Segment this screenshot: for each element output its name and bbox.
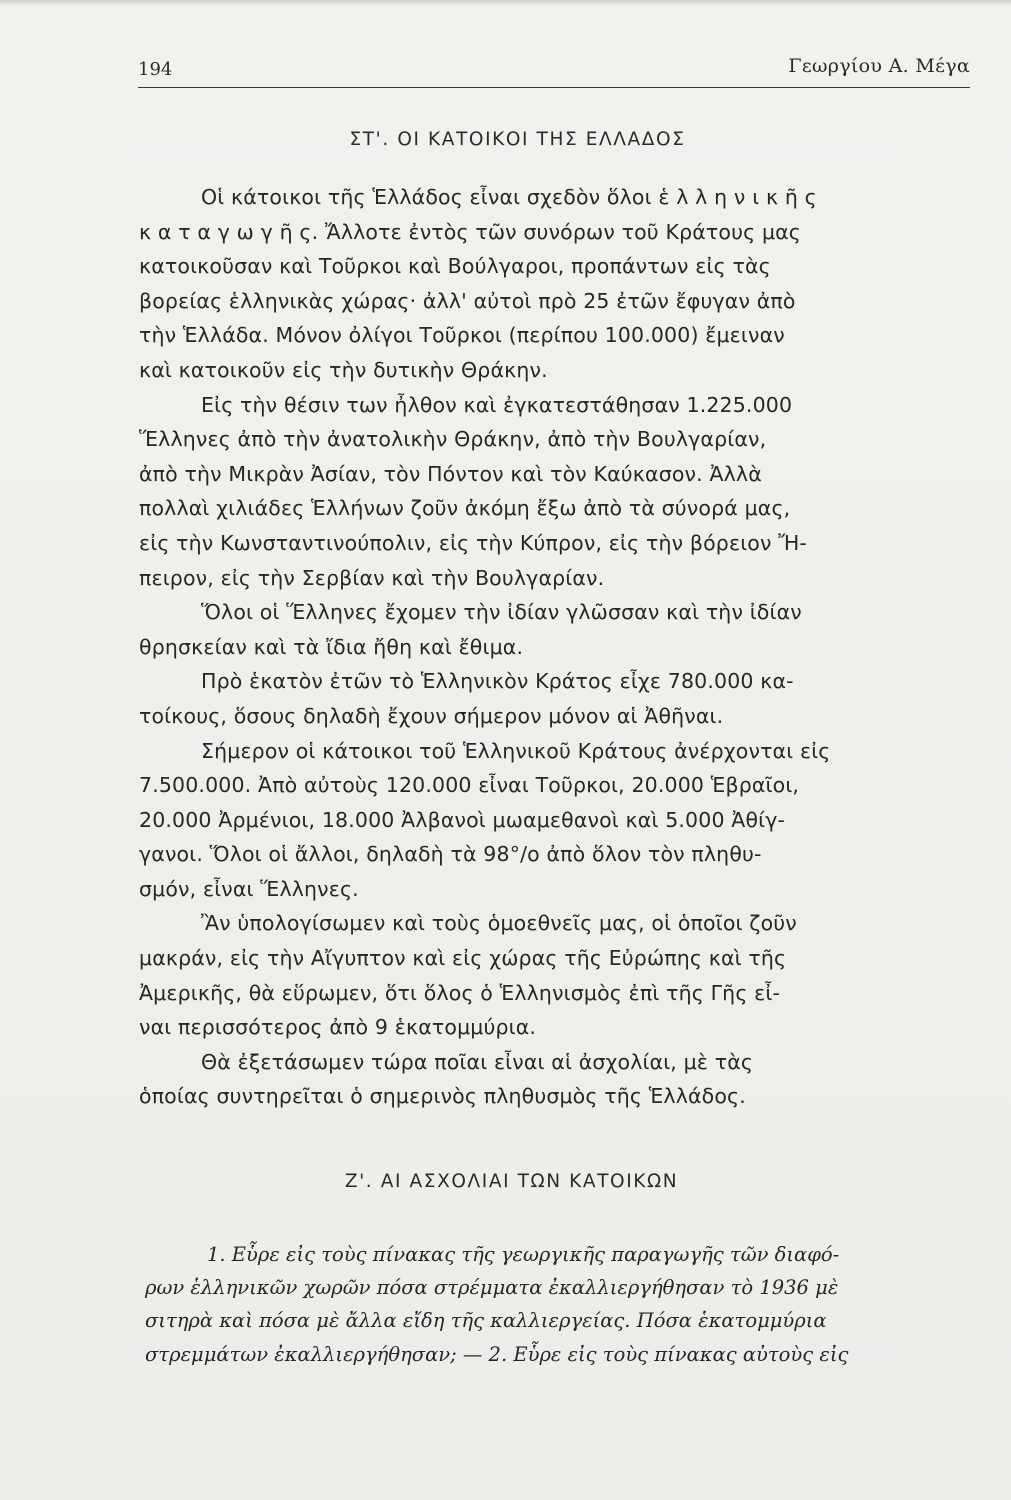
- text-line: Οἱ κάτοικοι τῆς Ἑλλάδος εἶναι σχεδὸν ὅλοι ἑ λ λ η ν ι κ ῆ ς: [201, 185, 817, 209]
- text-line: γανοι. Ὅλοι οἱ ἄλλοι, δηλαδὴ τὰ 98°/ο ἀπὸ ὅλον τὸν πληθυ-: [139, 842, 762, 867]
- exercise-block: [145, 1238, 995, 1371]
- text-line: εἰς τὴν Κωνσταντινούπολιν, εἰς τὴν Κύπρον, εἰς τὴν βόρειον Ἤ-: [139, 530, 807, 555]
- text-line: τοίκους, ὅσους δηλαδὴ ἔχουν σήμερον μόνον αἱ Ἀθῆναι.: [139, 703, 724, 728]
- text-line: Πρὸ ἑκατὸν ἐτῶν τὸ Ἑλληνικὸν Κράτος εἶχε 780.000 κα-: [201, 669, 794, 694]
- text-line: 7.500.000. Ἀπὸ αὐτοὺς 120.000 εἶναι Τοῦρκοι, 20.000 Ἑβραῖοι,: [139, 773, 800, 798]
- section-title: ΣΤ'. ΟΙ ΚΑΤΟΙΚΟΙ ΤΗΣ ΕΛΛΑΔΟΣ: [349, 129, 686, 150]
- text-line: πειρον, εἰς τὴν Σερβίαν καὶ τὴν Βουλγαρίαν.: [139, 565, 605, 590]
- text-line: Ἕλληνες ἀπὸ τὴν ἀνατολικὴν Θράκην, ἀπὸ τὴν Βουλγαρίαν,: [139, 427, 767, 452]
- text-line: καὶ κατοικοῦν εἰς τὴν δυτικὴν Θράκην.: [139, 357, 548, 382]
- text-line: μακράν, εἰς τὴν Αἴγυπτον καὶ εἰς χώρας τῆς Εὐρώπης καὶ τῆς: [139, 946, 787, 971]
- page-top-edge: [0, 0, 1011, 6]
- text-line: Ἀμερικῆς, θὰ εὕρωμεν, ὅτι ὅλος ὁ Ἑλληνισμὸς ἐπὶ τῆς Γῆς εἶ-: [139, 980, 781, 1005]
- page-number: 194: [138, 59, 173, 80]
- text-line: ὁποίας συντηρεῖται ὁ σημερινὸς πληθυσμὸς τῆς Ἑλλάδος.: [139, 1084, 746, 1109]
- text-line: πολλαὶ χιλιάδες Ἑλλήνων ζοῦν ἀκόμη ἔξω ἀπὸ τὰ σύνορά μας,: [139, 496, 791, 521]
- text-line: θρησκείαν καὶ τὰ ἴδια ἤθη καὶ ἔθιμα.: [139, 634, 524, 659]
- running-head: Γεωργίου Α. Μέγα: [788, 55, 970, 77]
- text-line: βορείας ἑλληνικὰς χώρας· ἀλλ' αὐτοὶ πρὸ 25 ἐτῶν ἔφυγαν ἀπὸ: [139, 288, 796, 313]
- page-header: [138, 47, 970, 88]
- exercise-line: ρων ἑλληνικῶν χωρῶν πόσα στρέμματα ἐκαλλιεργήθησαν τὸ 1936 μὲ: [145, 1276, 839, 1300]
- text-line: Ἂν ὑπολογίσωμεν καὶ τοὺς ὁμοεθνεῖς μας, οἱ ὁποῖοι ζοῦν: [201, 911, 797, 936]
- text-line: Θὰ ἐξετάσωμεν τώρα ποῖαι εἶναι αἱ ἀσχολίαι, μὲ τὰς: [201, 1049, 754, 1074]
- text-line: κ α τ α γ ω γ ῆ ς. Ἄλλοτε ἐντὸς τῶν συνόρων τοῦ Κράτους μας: [139, 219, 801, 244]
- section-body: [139, 180, 989, 1114]
- exercise-line: στρεμμάτων ἐκαλλιεργήθησαν; — 2. Εὗρε εἰς τοὺς πίνακας αὐτοὺς εἰς: [145, 1342, 849, 1366]
- section-title: Ζ'. ΑΙ ΑΣΧΟΛΙΑΙ ΤΩΝ ΚΑΤΟΙΚΩΝ: [344, 1171, 679, 1192]
- text-line: 20.000 Ἀρμένιοι, 18.000 Ἀλβανοὶ μωαμεθανοὶ καὶ 5.000 Ἀθίγ-: [139, 807, 786, 832]
- text-line: σμόν, εἶναι Ἕλληνες.: [139, 876, 359, 901]
- exercise-line: σιτηρὰ καὶ πόσα μὲ ἄλλα εἴδη τῆς καλλιεργείας. Πόσα ἑκατομμύρια: [145, 1309, 827, 1333]
- text-line: Εἰς τὴν θέσιν των ἦλθον καὶ ἐγκατεστάθησαν 1.225.000: [201, 392, 793, 417]
- text-line: ἀπὸ τὴν Μικρὰν Ἀσίαν, τὸν Πόντον καὶ τὸν Καύκασον. Ἀλλὰ: [139, 461, 762, 486]
- text-line: Σήμερον οἱ κάτοικοι τοῦ Ἑλληνικοῦ Κράτους ἀνέρχονται εἰς: [201, 738, 831, 763]
- text-line: Ὅλοι οἱ Ἕλληνες ἔχομεν τὴν ἰδίαν γλῶσσαν καὶ τὴν ἰδίαν: [201, 600, 802, 625]
- text-line: κατοικοῦσαν καὶ Τοῦρκοι καὶ Βούλγαροι, προπάντων εἰς τὰς: [139, 254, 771, 279]
- text-line: ναι περισσότερος ἀπὸ 9 ἑκατομμύρια.: [139, 1015, 537, 1040]
- text-line: τὴν Ἑλλάδα. Μόνον ὀλίγοι Τοῦρκοι (περίπου 100.000) ἔμειναν: [139, 323, 785, 348]
- exercise-line: 1. Εὗρε εἰς τοὺς πίνακας τῆς γεωργικῆς παραγωγῆς τῶν διαφό-: [207, 1243, 840, 1266]
